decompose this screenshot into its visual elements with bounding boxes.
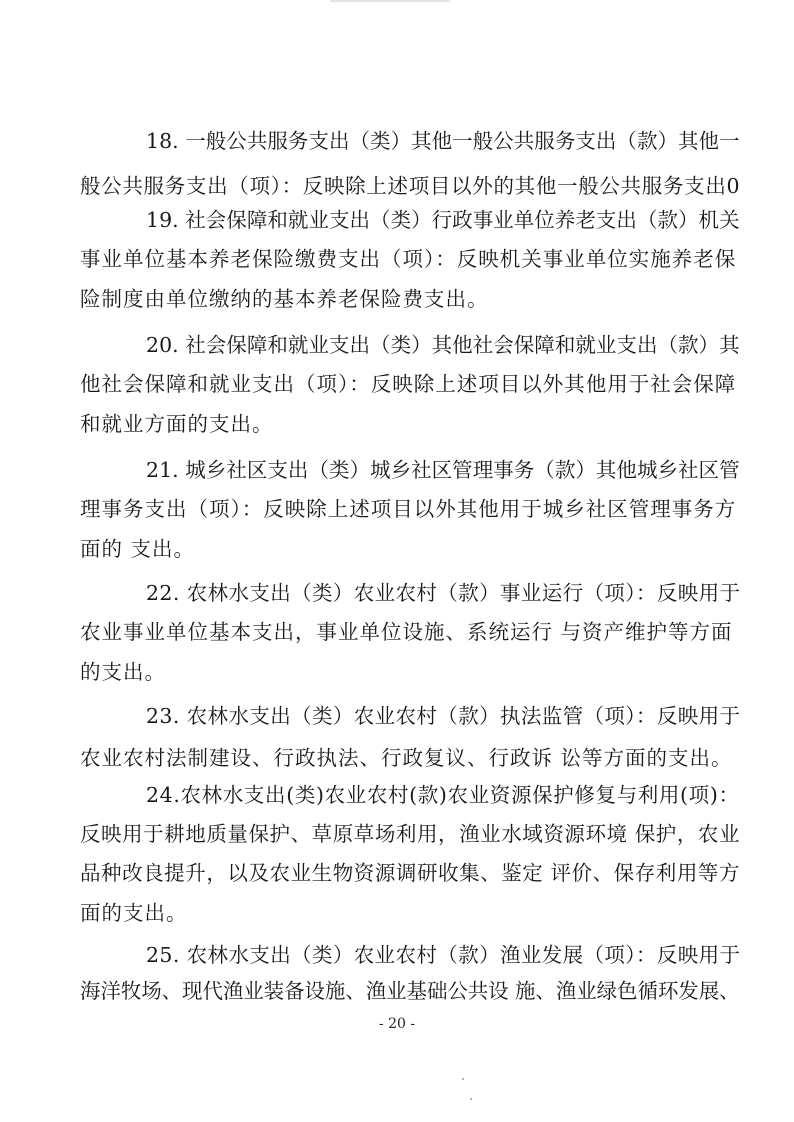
paragraph-line: 事业单位基本养老保险缴费支出（项）：反映机关事业单位实施养老保	[80, 247, 737, 271]
paragraph-line: 和就业方面的支出。	[80, 412, 274, 436]
paragraph-line: 25. 农林水支出（类）农业农村（款）渔业发展（项）：反映用于	[146, 943, 741, 967]
paragraph-line: 反映用于耕地质量保护、草原草场利用，渔业水域资源环境 保护，农业	[80, 822, 741, 846]
paragraph-line: 他社会保障和就业支出（项）：反映除上述项目以外其他用于社会保障	[80, 372, 737, 396]
paragraph-line: 24.农林水支出(类)农业农村(款)农业资源保护修复与利用(项)：	[146, 783, 740, 807]
paragraph-line: 的支出。	[80, 660, 166, 684]
paragraph-line: 20. 社会保障和就业支出（类）其他社会保障和就业支出（款）其	[146, 333, 740, 357]
paragraph-line: 面的 支出。	[80, 537, 196, 561]
paragraph-line: 18. 一般公共服务支出（类）其他一般公共服务支出（款）其他一	[146, 129, 740, 153]
scan-edge-mark	[330, 0, 450, 7]
scan-speck	[470, 1098, 472, 1100]
paragraph-line: 面的支出。	[80, 901, 188, 925]
paragraph-line: 22. 农林水支出（类）农业农村（款）事业运行（项）：反映用于	[146, 581, 741, 605]
paragraph-line: 农业事业单位基本支出，事业单位设施、系统运行 与资产维护等方面	[80, 620, 733, 644]
paragraph-line: 般公共服务支出（项）：反映除上述项目以外的其他一般公共服务支出0	[80, 174, 741, 198]
paragraph-line: 农业农村法制建设、行政执法、行政复议、行政诉 讼等方面的支出。	[80, 746, 733, 770]
page-number: - 20 -	[378, 1016, 416, 1032]
paragraph-line: 险制度由单位缴纳的基本养老保险费支出。	[80, 287, 489, 311]
paragraph-line: 21. 城乡社区支出（类）城乡社区管理事务（款）其他城乡社区管	[146, 458, 740, 482]
scan-speck	[462, 1078, 464, 1080]
paragraph-line: 19. 社会保障和就业支出（类）行政事业单位养老支出（款）机关	[146, 208, 740, 232]
paragraph-line: 23. 农林水支出（类）农业农村（款）执法监管（项）：反映用于	[146, 704, 741, 728]
paragraph-line: 海洋牧场、现代渔业装备设施、渔业基础公共设 施、渔业绿色循环发展、	[80, 979, 740, 1003]
paragraph-line: 品种改良提升，以及农业生物资源调研收集、鉴定 评价、保存利用等方	[80, 861, 741, 885]
paragraph-line: 理事务支出（项）：反映除上述项目以外其他用于城乡社区管理事务方	[80, 497, 737, 521]
